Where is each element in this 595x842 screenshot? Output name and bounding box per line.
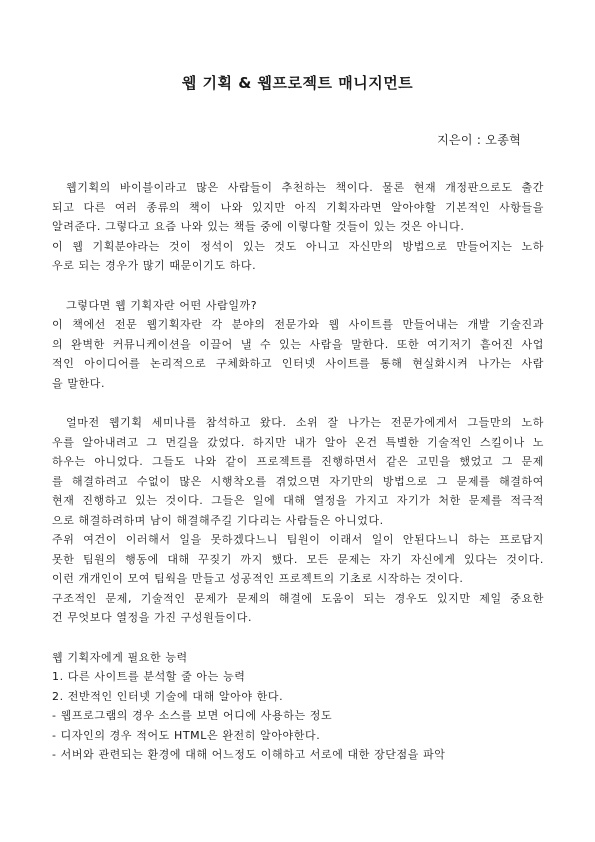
paragraph-line: 우로 되는 경우가 많기 때문이기도 하다.: [52, 259, 257, 272]
paragraph-line: 을 말한다.: [52, 376, 106, 390]
list-heading: 웹 기획자에게 필요한 능력: [52, 650, 188, 664]
document-body: [52, 178, 544, 765]
paragraph-line: 그렇다면 웹 기획자란 어떤 사람일까?: [66, 298, 258, 312]
paragraph-line: 건 무엇보다 열정을 가진 구성원들이다.: [52, 611, 253, 624]
paragraph-line: 이 웹 기획분야라는 것이 정석이 있는 것도 아니고 자신만의 방법으로 만들어지는 노하: [52, 239, 544, 253]
paragraph-line: 얼마전 웹기획 세미나를 참석하고 왔다. 소위 잘 나가는 전문가에게서 그들만의 노하: [66, 416, 544, 429]
list-items: [52, 667, 544, 765]
author-line: 지은이 : 오종혁: [437, 133, 521, 147]
paragraph-line: 구조적인 문제, 기술적인 문제가 문제의 해결에 도움이 되는 경우도 있지만 제일 중요한: [52, 591, 544, 605]
document-title: 웹 기획 & 웹프로젝트 매니지먼트: [181, 74, 414, 92]
paragraph-line: 현재 진행하고 있는 것이다. 그들은 일에 대해 열정을 가지고 자기가 처한 문제를 적극적: [52, 494, 544, 507]
paragraph-line: 하우는 아니었다. 그들도 나와 같이 프로젝트를 진행하면서 같은 고민을 했었고 그 문제: [52, 455, 544, 468]
paragraph-3: [52, 413, 544, 628]
paragraph-line: 이런 개개인이 모여 팀웍을 만들고 성공적인 프로젝트의 기초로 시작하는 것이다.: [52, 572, 464, 585]
abilities-list: [52, 648, 544, 765]
paragraph-line: 주위 여건이 이러해서 일을 못하겠다느니 팀원이 이래서 일이 안된다느니 하는 프로답지: [52, 533, 544, 546]
list-item: - 서버와 관련되는 환경에 대해 어느정도 이해하고 서로에 대한 장단점을 파악: [52, 748, 446, 761]
list-item: - 웹프로그램의 경우 소스를 보면 어디에 사용하는 정도: [52, 709, 333, 722]
paragraph-line: 알려준다. 그렇다고 요즘 나와 있는 책들 중에 이렇다할 것들이 있는 것은 아니다.: [52, 220, 465, 233]
paragraph-line: 웹기획의 바이블이라고 많은 사람들이 추천하는 책이다. 물론 현재 개정판으로도 출간: [66, 181, 544, 194]
paragraph-line: 못한 팀원의 행동에 대해 꾸짖기 까지 했다. 모든 문제는 자기 자신에게 있다는 것이다.: [52, 552, 544, 566]
paragraph-line: 적인 아이디어를 논리적으로 구체화하고 인터넷 사이트를 통해 현실화시켜 나가는 사람: [52, 357, 544, 370]
paragraph-line: 되고 다른 여러 종류의 책이 나와 있지만 아직 기획자라면 알아야할 기본적인 사항들을: [52, 200, 544, 214]
paragraph-2: [52, 296, 544, 394]
paragraph-line: 으로 해결하려하며 남이 해결해주길 기다리는 사람들은 아니었다.: [52, 513, 384, 527]
list-item: 1. 다른 사이트를 분석할 줄 아는 능력: [52, 670, 246, 683]
list-item: - 디자인의 경우 적어도 HTML은 완전히 알아야한다.: [52, 728, 321, 742]
paragraph-line: 의 완벽한 커뮤니케이션을 이끌어 낼 수 있는 사람을 말한다. 또한 여기저기 흩어진 사업: [52, 337, 544, 351]
paragraphs: [52, 178, 544, 628]
paragraph-line: 이 책에선 전문 웹기획자란 각 분야의 전문가와 웹 사이트를 만들어내는 개발 기술진과: [52, 318, 544, 331]
paragraph-line: 를 해결하려고 수없이 많은 시행착오를 겪었으면 자기만의 방법으로 그 문제를 해결하여: [52, 474, 544, 488]
paragraph-1: [52, 178, 544, 276]
list-item: 2. 전반적인 인터넷 기술에 대해 알아야 한다.: [52, 689, 284, 703]
paragraph-line: 우를 알아내려고 그 먼길을 갔었다. 하지만 내가 알아 온건 특별한 기술적인 스킬이나 노: [52, 435, 544, 449]
